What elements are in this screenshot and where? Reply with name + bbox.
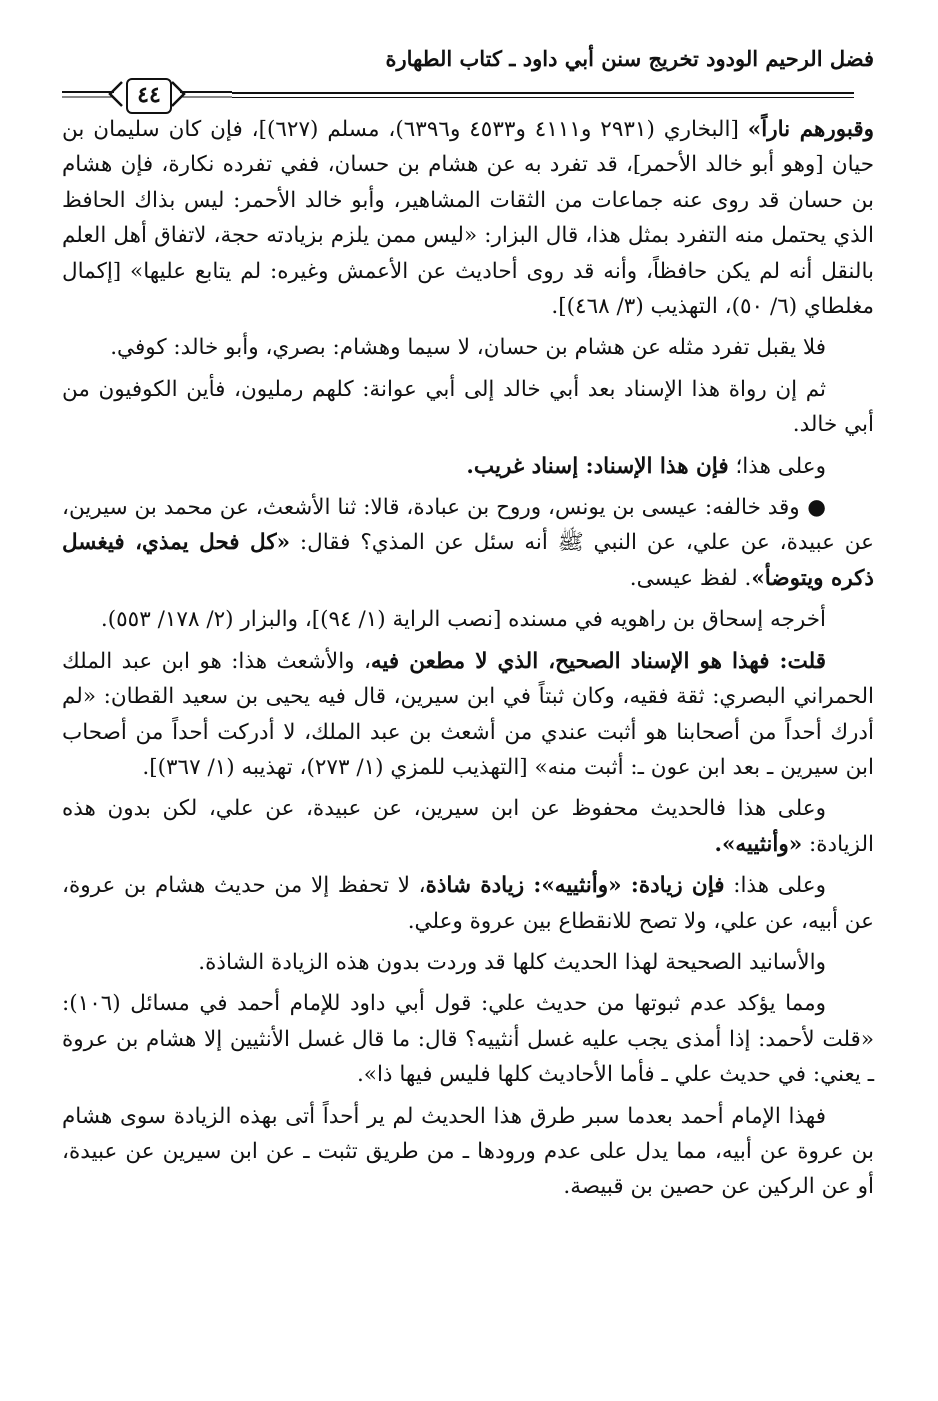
- paragraph: [62, 490, 874, 596]
- paragraph: [62, 986, 874, 1092]
- bold-text: وقبورهم ناراً»: [747, 117, 874, 142]
- text-run: [البخاري (٢٩٣١ و٤١١١ و٤٥٣٣ و٦٣٩٦)، مسلم (٦٢٧)]، فإن كان سليمان بن حيان [وهو أبو خالد الأحمر]، قد تفرد به عن هشام بن حسان، ففي تفرده نكارة، فإن هشام بن حسان قد روى عنه جماعات من الثقات المشاهير، وأبو خالد الأحمر: ليس بذاك الحافظ الذي يحتمل منه التفرد بمثل هذا، قال البزار: «ليس ممن يلزم بزيادته حجة، لاتفاق أهل العلم بالنقل أنه لم يكن حافظاً، وأنه قد روى أحاديث عن الأعمش وغيره: لم يتابع عليها» [إكمال مغلطاي (٦/ ٥٠)، التهذيب (٣/ ٤٦٨)].: [62, 117, 874, 320]
- text-run: . لفظ عيسى.: [629, 565, 752, 591]
- paragraph: [62, 602, 874, 637]
- paragraph: [62, 644, 874, 786]
- page-header: [62, 28, 874, 108]
- text-run: وقد خالفه: عيسى بن يونس، وروح بن عبادة، قالا: ثنا الأشعث، عن محمد بن سيرين، عن عبيدة، عن علي، عن النبي ﷺ أنه سئل عن المذي؟ فقال:: [62, 495, 874, 556]
- document-page: [62, 28, 874, 1200]
- page-number-badge: [62, 68, 232, 118]
- paragraph: [62, 1099, 874, 1205]
- bold-text: ●: [799, 495, 827, 521]
- page-number: ٤٤: [126, 78, 172, 114]
- bold-text: فإن زيادة: «وأنثييه»: زيادة شاذة: [425, 873, 725, 899]
- paragraph: [62, 449, 874, 484]
- text-run: وعلى هذا؛: [728, 453, 826, 479]
- bold-text: فإن هذا الإسناد: إسناد غريب.: [466, 453, 729, 479]
- text-run: ، والأشعث هذا: هو ابن عبد الملك الحمراني البصري: ثقة فقيه، وكان ثبتاً في ابن سيرين، قال فيه يحيى بن سعيد القطان: «لم أدرك أحداً من أصحابنا هو أثبت عندي من أشعث بن عبد الملك، لا أدركت أحداً من أصحاب ابن سيرين ـ بعد ابن عون ـ: أثبت منه» [التهذيب للمزي (١/ ٢٧٣)، تهذيبه (١/ ٣٦٧)].: [62, 648, 874, 780]
- text-run: والأسانيد الصحيحة لهذا الحديث كلها قد وردت بدون هذه الزيادة الشاذة.: [198, 949, 826, 975]
- bold-text: «وأنثييه».: [714, 831, 803, 857]
- bold-text: «كل فحل يمذي، فيغسل ذكره ويتوضأ»: [62, 530, 874, 591]
- text-run: ثم إن رواة هذا الإسناد بعد أبي خالد إلى أبي عوانة: كلهم رمليون، فأين الكوفيون من أبي خالد.: [62, 376, 874, 438]
- bold-text: قلت: فهذا هو الإسناد الصحيح، الذي لا مطعن فيه: [370, 648, 827, 674]
- paragraph: [62, 372, 874, 443]
- paragraph: [62, 112, 874, 324]
- text-run: ومما يؤكد عدم ثبوتها من حديث علي: قول أبي داود للإمام أحمد في مسائل (١٠٦): «قلت لأحمد: إذا أمذى يجب عليه غسل أنثييه؟ قال: ما قال غسل الأنثيين إلا هشام بن عروة ـ يعني: في حديث علي ـ فأما الأحاديث كلها فليس فيها ذا».: [62, 991, 874, 1088]
- paragraph: [62, 868, 874, 939]
- paragraph: [62, 330, 874, 365]
- paragraph: [62, 791, 874, 862]
- running-title: فضل الرحيم الودود تخريج سنن أبي داود ـ كتاب الطهارة: [385, 46, 874, 71]
- text-run: فهذا الإمام أحمد بعدما سبر طرق هذا الحديث لم ير أحداً أتى بهذه الزيادة سوى هشام بن عروة عن أبيه، مما يدل على عدم ورودها ـ من طريق تثبت ـ عن ابن سيرين عن عبيدة، أو عن الركين عن حصين بن قبيصة.: [62, 1103, 874, 1200]
- text-run: أخرجه إسحاق بن راهويه في مسنده [نصب الراية (١/ ٩٤)]، والبزار (٢/ ١٧٨/ ٥٥٣).: [100, 607, 826, 633]
- paragraph: [62, 945, 874, 980]
- text-run: ، لا تحفظ إلا من حديث هشام بن عروة، عن أبيه، عن علي، ولا تصح للانقطاع بين عروة وعلي.: [62, 873, 874, 934]
- body-text: [62, 112, 874, 1211]
- text-run: وعلى هذا فالحديث محفوظ عن ابن سيرين، عن عبيدة، عن علي، لكن بدون هذه الزيادة:: [62, 796, 874, 857]
- text-run: فلا يقبل تفرد مثله عن هشام بن حسان، لا سيما وهشام: بصري، وأبو خالد: كوفي.: [110, 335, 826, 361]
- text-run: وعلى هذا:: [724, 873, 826, 899]
